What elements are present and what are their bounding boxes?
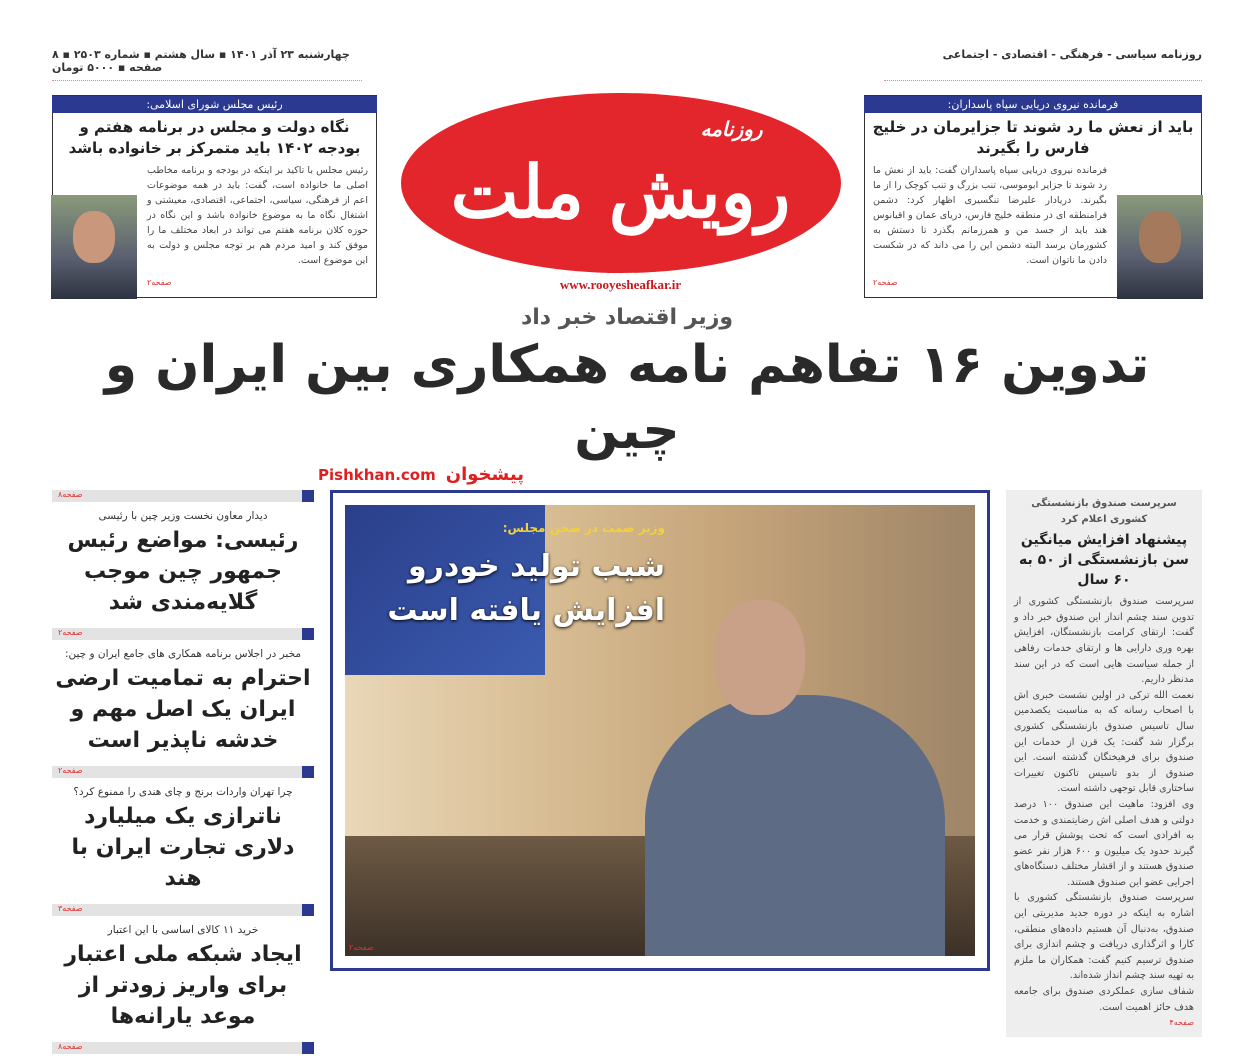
lower-columns bbox=[52, 490, 1202, 1062]
watermark bbox=[318, 464, 1202, 488]
left-news-column bbox=[52, 490, 314, 1054]
minister-suit bbox=[645, 695, 945, 956]
page-ref[interactable]: صفحه۸ bbox=[58, 1042, 83, 1051]
paragraph: شفاف سازی عملکردی صندوق برای جامعه هدف حائز اهمیت است. bbox=[1014, 986, 1194, 1013]
section-bar bbox=[52, 490, 314, 502]
page-ref[interactable]: صفحه۳ bbox=[58, 904, 83, 913]
feature-body: فرمانده نیروی دریایی سپاه پاسداران گفت: باید از نعش ما رد شوند تا جزایر ابوموسی، تنب بزرگ و تنب کوچک را از ما بگیرند. دریادار علیرضا تنگسیری اظهار کرد: دشمن فرامنطقه ای در منطقه خلیج فارس، دریای عمان و اقیانوس هند باید از جسد من و همرزمانم بگذرد تا دستش به کشورمان برسد البته دشمن این را می داند که در شکست دادن ما ناتوان است. bbox=[873, 165, 1107, 266]
right-feature-box[interactable] bbox=[864, 95, 1202, 298]
photo-headline[interactable]: شیب تولید خودرو افزایش یافته است bbox=[387, 549, 665, 628]
page-ref[interactable]: صفحه۲ bbox=[349, 943, 374, 952]
news-item[interactable] bbox=[52, 778, 314, 904]
paragraph: سرپرست صندوق بازنشستگی کشوری از تدوین سند چشم انداز این صندوق خبر داد و گفت: ارتقای کرامت بازنشستگان، افزایش بهره وری دارایی ها و ارتقای خدمات رفاهی از جمله سیاست هایی است که در این سند مدنظر داریم. bbox=[1014, 596, 1194, 686]
main-photo-story[interactable] bbox=[330, 490, 990, 971]
news-item[interactable] bbox=[52, 502, 314, 628]
lead-kicker: وزیر اقتصاد خبر داد bbox=[520, 305, 734, 330]
paragraph: سرپرست صندوق بازنشستگی کشوری با اشاره به اینکه در دوره جدید مدیریتی این صندوق، به‌دنبال آن هستیم داده‌های منطقی، کارا و اثرگذاری دریافت و چشم اندازی برای صندوق ترسیم کنیم گفت: همکاران ما ملزم به تهیه سند چشم انداز شده‌اند. bbox=[1014, 892, 1194, 982]
feature-kicker: رئیس مجلس شورای اسلامی: bbox=[52, 96, 377, 113]
top-row bbox=[52, 87, 1202, 299]
paragraph: وی افزود: ماهیت این صندوق ۱۰۰ درصد دولتی و هدف اصلی اش رضایتمندی و خدمت به افرادی است که تحت پوشش قرار می گیرند حدود یک میلیون و ۶۰۰ هزار نفر عضو صندوق هستند و از اقشار مختلف دستگاه‌های اجرایی عضو این صندوق هستند. bbox=[1014, 798, 1195, 888]
news-headline[interactable]: رئیسی: مواضع رئیس جمهور چین موجب گلایه‌مندی شد bbox=[67, 528, 299, 615]
feature-headline[interactable]: باید از نعش ما رد شوند تا جزایرمان در خلیج فارس را بگیرند bbox=[872, 118, 1194, 157]
logo-small-text: روزنامه bbox=[700, 117, 763, 141]
page-ref[interactable]: صفحه۲ bbox=[873, 278, 898, 287]
page-ref[interactable]: صفحه۲ bbox=[58, 628, 83, 637]
section-line: روزنامه سیاسی - فرهنگی - اقتصادی - اجتماعی bbox=[884, 48, 1202, 81]
photo-kicker: وزیر صمت در صحن مجلس: bbox=[502, 521, 665, 535]
right-news-column bbox=[1006, 490, 1202, 1037]
news-headline[interactable]: ناترازی یک میلیارد دلاری تجارت ایران با هند bbox=[71, 804, 295, 891]
news-kicker: دیدار معاون نخست وزیر چین با رئیسی bbox=[98, 510, 268, 522]
section-bar bbox=[52, 1042, 314, 1054]
news-item[interactable] bbox=[52, 916, 314, 1042]
logo-text: رویش ملت bbox=[450, 149, 791, 234]
news-kicker: خرید ۱۱ کالای اساسی با این اعتبار bbox=[107, 924, 259, 936]
page-ref[interactable]: صفحه۲ bbox=[147, 278, 172, 287]
watermark-en: Pishkhan.com bbox=[318, 466, 436, 484]
news-kicker: مخبر در اجلاس برنامه همکاری های جامع ایران و چین: bbox=[64, 648, 301, 660]
masthead-strips bbox=[52, 48, 1202, 81]
section-bar bbox=[52, 766, 314, 778]
page-ref[interactable]: صفحه۲ bbox=[58, 766, 83, 775]
logo-url[interactable]: www.rooyesheafkar.ir bbox=[559, 277, 682, 292]
lead-headline[interactable]: تدوین ۱۶ تفاهم نامه همکاری بین ایران و چین bbox=[104, 335, 1150, 461]
date-line: چهارشنبه ۲۳ آذر ۱۴۰۱ ▪ سال هشتم ▪ شماره ۲۵۰۳ ▪ ۸ صفحه ▪ ۵۰۰۰ تومان bbox=[52, 48, 362, 81]
feature-body: رئیس مجلس با تاکید بر اینکه در بودجه و برنامه مخاطب اصلی ما خانواده است، گفت: باید در همه موضوعات اعم از فرهنگی، سیاسی، اجتماعی، اقتصادی، معیشتی و اشتغال نگاه ما به موضوع خانواده باشد و این نگاه در حوزه کلان برنامه هفتم می تواند در ابعاد مختلف ما را موفق کند و امید مردم هم بر توجه مجلس و دولت به این موضوع است. bbox=[147, 165, 368, 266]
paragraph: نعمت الله ترکی در اولین نشست خبری اش با اصحاب رسانه که به مناسبت یکصدمین سال تاسیس صندوق بازنشستگی کشوری برگزار شد گفت: یک قرن از خدمات این صندوق برای فرهیختگان گذشته است. این صندوق از بدو تاسیس تاکنون تغییرات ساختاری قابل توجهی داشته است. bbox=[1014, 689, 1194, 795]
minister-photo bbox=[345, 505, 975, 956]
page-ref[interactable]: صفحه۴ bbox=[1169, 1018, 1194, 1028]
news-headline[interactable]: ایجاد شبکه ملی اعتبار برای واریز زودتر از موعد یارانه‌ها bbox=[64, 942, 302, 1029]
news-kicker: چرا تهران واردات برنج و چای هندی را ممنوع کرد؟ bbox=[73, 786, 293, 798]
commander-photo bbox=[1117, 195, 1203, 299]
feature-headline[interactable]: نگاه دولت و مجلس در برنامه هفتم و بودجه ۱۴۰۲ باید متمرکز بر خانواده باشد bbox=[68, 118, 361, 157]
news-headline[interactable]: احترام به تمامیت ارضی ایران یک اصل مهم و خدشه ناپذیر است bbox=[55, 666, 311, 753]
news-kicker: سرپرست صندوق بازنشستگی کشوری اعلام کرد bbox=[1031, 498, 1177, 525]
newspaper-logo bbox=[401, 87, 841, 299]
minister-face bbox=[715, 600, 805, 715]
section-bar bbox=[52, 628, 314, 640]
feature-kicker: فرمانده نیروی دریایی سپاه پاسداران: bbox=[864, 96, 1202, 113]
watermark-fa: پیشخوان bbox=[445, 464, 524, 485]
section-bar bbox=[52, 904, 314, 916]
news-headline[interactable]: پیشنهاد افزایش میانگین سن بازنشستگی از ۵۰ به ۶۰ سال bbox=[1019, 532, 1189, 589]
page-ref[interactable]: صفحه۸ bbox=[58, 490, 83, 499]
news-item[interactable] bbox=[52, 640, 314, 766]
speaker-photo bbox=[51, 195, 137, 299]
front-page bbox=[52, 0, 1202, 1062]
left-feature-box[interactable] bbox=[52, 95, 377, 298]
